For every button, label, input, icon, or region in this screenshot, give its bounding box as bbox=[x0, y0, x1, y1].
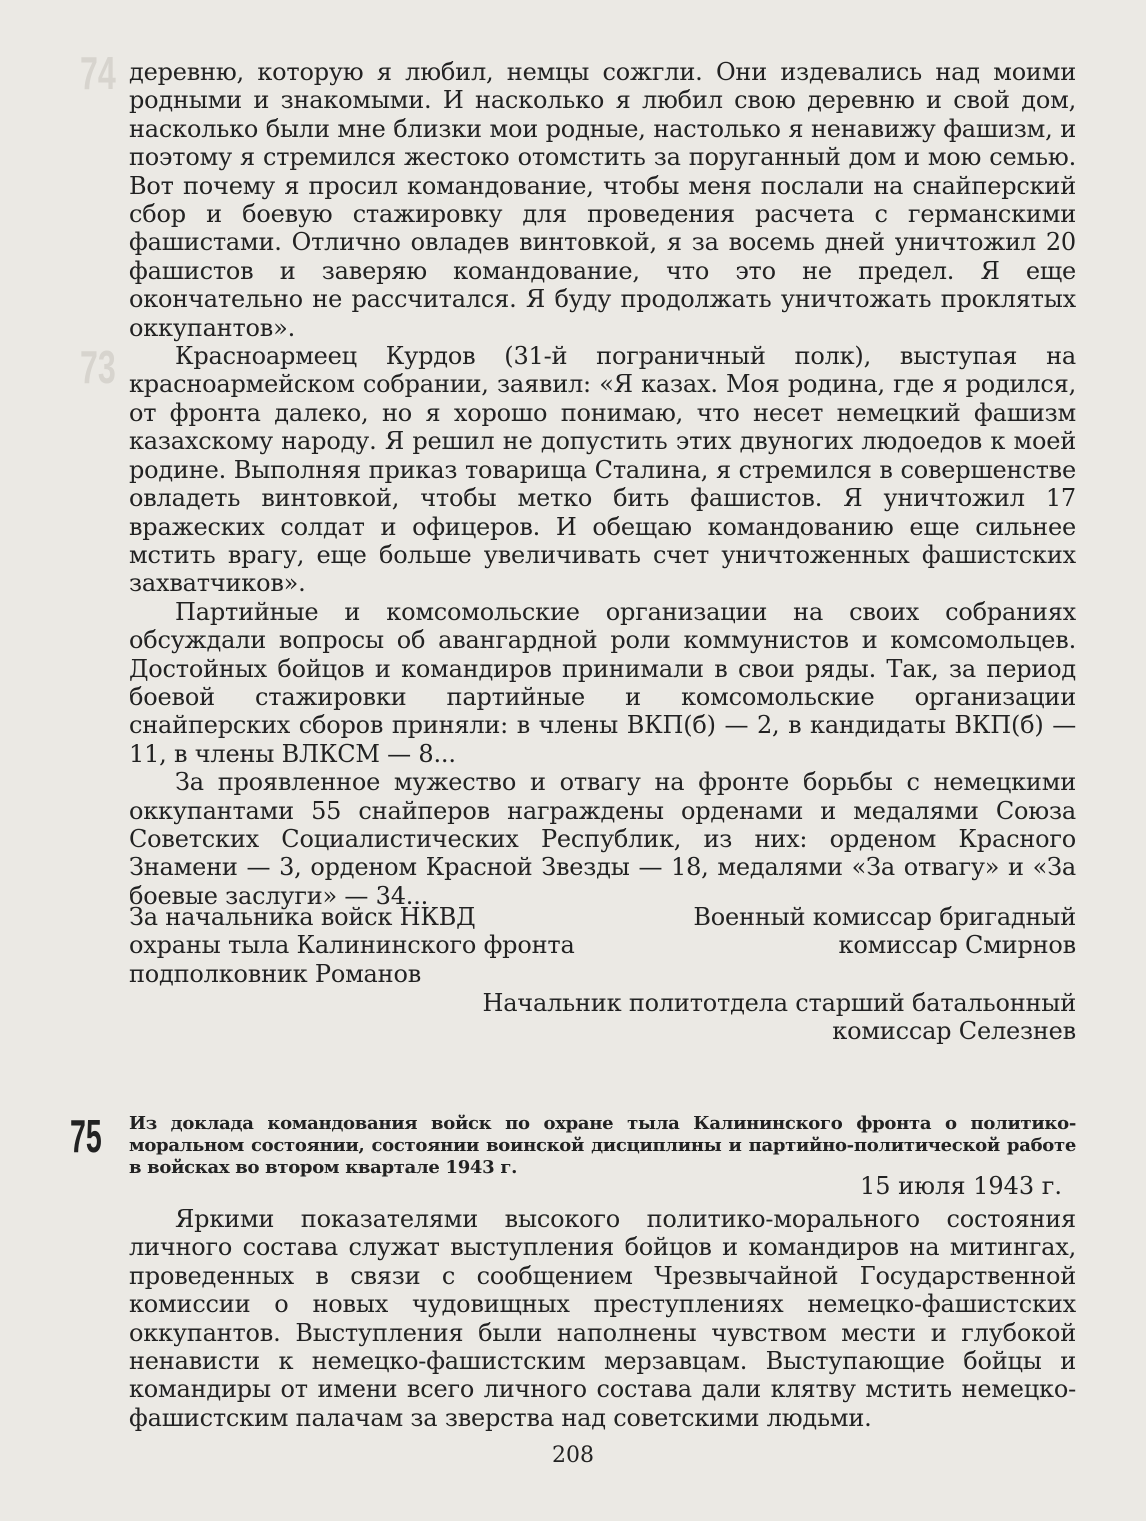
document-date: 15 июля 1943 г. bbox=[860, 1172, 1062, 1200]
paragraph: Яркими показателями высокого политико-морального состояния личного состава служат выступления бойцов и командиров на митингах, проведенных в связи с сообщением Чрезвычайной Государственной комиссии о новых чудовищных преступлениях немецко-фашистских оккупантов. Выступления были наполнены чувством мести и глубокой ненависти к немецко-фашистским мерзавцам. Выступающие бойцы и командиры от имени всего личного состава дали клятву мстить немецко-фашистским палачам за зверства над советскими людьми. bbox=[129, 1205, 1076, 1432]
body-text bbox=[129, 58, 1076, 910]
signature-line: охраны тыла Калининского фронта bbox=[129, 931, 575, 960]
paragraph: Партийные и комсомольские организации на своих собраниях обсуждали вопросы об авангардной роли коммунистов и комсомольцев. Достойных бойцов и командиров принимали в свои ряды. Так, за период боевой стажировки партийные и комсомольские организации снайперских сборов приняли: в члены ВКП(б) — 2, в кандидаты ВКП(б) — 11, в члены ВЛКСМ — 8... bbox=[129, 597, 1076, 768]
signature-left bbox=[129, 903, 575, 988]
paragraph: деревню, которую я любил, немцы сожгли. Они издевались над моими родными и знакомыми. И насколько я любил свою деревню и свой дом, насколько были мне близки мои родные, настолько я ненавижу фашизм, и поэтому я стремился жестоко отомстить за поруганный дом и мою семью. Вот почему я просил командование, чтобы меня послали на снайперский сбор и боевую стажировку для проведения расчета с германскими фашистами. Отлично овладев винтовкой, я за восемь дней уничтожил 20 фашистов и заверяю командование, что это не предел. Я еще окончательно не рассчитался. Я буду продолжать уничтожать проклятых оккупантов». bbox=[129, 58, 1076, 342]
paragraph: За проявленное мужество и отвагу на фронте борьбы с немецкими оккупантами 55 снайперов награждены орденами и медалями Союза Советских Социалистических Республик, из них: орденом Красного Знамени — 3, орденом Красной Звезды — 18, медалями «За отвагу» и «За боевые заслуги» — 34... bbox=[129, 768, 1076, 910]
signature-line: комиссар Селезнев bbox=[832, 1017, 1076, 1046]
bleed-through-number-73: 73 bbox=[80, 341, 116, 393]
signature-line: подполковник Романов bbox=[129, 959, 422, 988]
document-heading: Из доклада командования войск по охране тыла Калининского фронта о политико-моральном состоянии, состоянии воинской дисциплины и партийно-политической работе в войсках во втором квартале 1943 г. bbox=[129, 1113, 1076, 1178]
bleed-through-number-74: 74 bbox=[80, 47, 116, 99]
document-number: 75 bbox=[70, 1110, 102, 1162]
page-number: 208 bbox=[552, 1443, 594, 1468]
signature-line: Начальник политотдела старший батальонный bbox=[482, 989, 1076, 1017]
signature-line: Военный комиссар бригадный bbox=[693, 903, 1076, 931]
signature-line: комиссар Смирнов bbox=[838, 931, 1076, 960]
signature-right bbox=[693, 903, 1076, 960]
document-body bbox=[129, 1205, 1076, 1432]
signature-line: За начальника войск НКВД bbox=[129, 903, 476, 931]
paragraph: Красноармеец Курдов (31-й пограничный полк), выступая на красноармейском собрании, заявил: «Я казах. Моя родина, где я родился, от фронта далеко, но я хорошо понимаю, что несет немецкий фашизм казахскому народу. Я решил не допустить этих двуногих людоедов к моей родине. Выполняя приказ товарища Сталина, я стремился в совершенстве овладеть винтовкой, чтобы метко бить фашистов. Я уничтожил 17 вражеских солдат и офицеров. И обещаю командованию еще сильнее мстить врагу, еще больше увеличивать счет уничтоженных фашистских захватчиков». bbox=[129, 342, 1076, 598]
signature-bottom bbox=[482, 989, 1076, 1046]
